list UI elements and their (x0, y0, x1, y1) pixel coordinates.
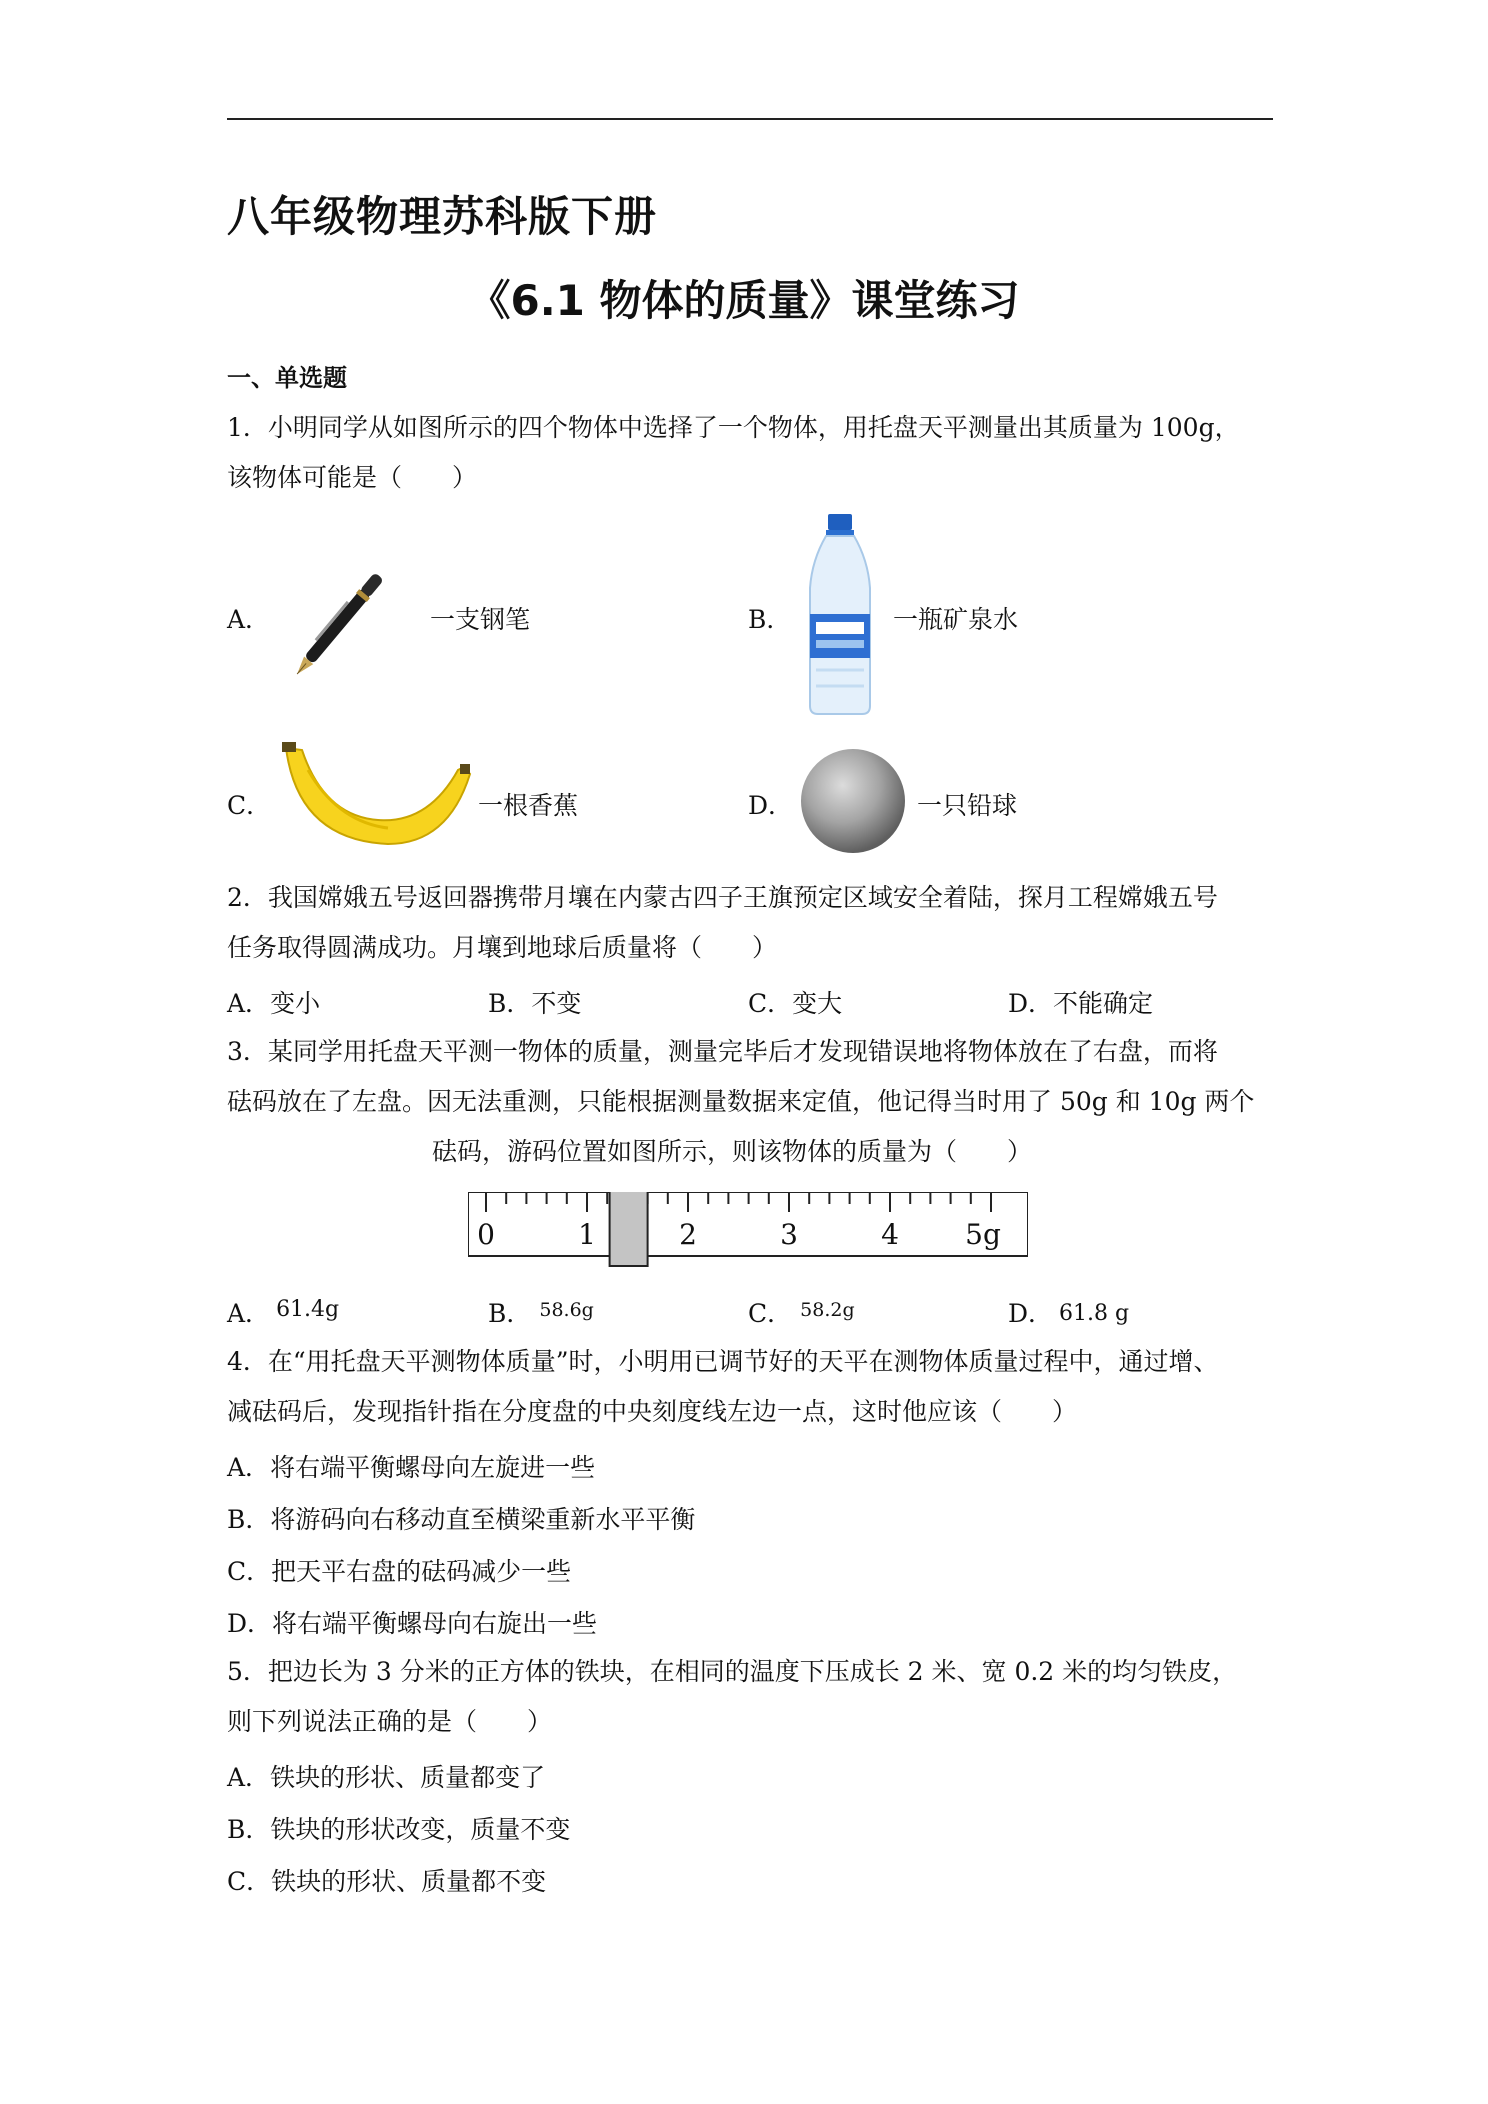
q4-line1: 4．在“用托盘天平测物体质量”时，小明用已调节好的天平在测物体质量过程中，通过增、 (227, 1347, 1219, 1376)
title-lesson: 《6.1 物体的质量》课堂练习 (468, 276, 1020, 325)
shot-put-icon (798, 746, 908, 856)
section-heading: 一、单选题 (227, 364, 347, 392)
q4-option-d: D．将右端平衡螺母向右旋出一些 (227, 1609, 598, 1638)
q2-line2: 任务取得圆满成功。月壤到地球后质量将（ ） (227, 933, 778, 962)
q2-option-b: B．不变 (488, 989, 582, 1018)
banana-icon (278, 740, 478, 860)
q4-option-a: A．将右端平衡螺母向左旋进一些 (227, 1453, 596, 1482)
q4-option-c: C．把天平右盘的砝码减少一些 (227, 1557, 572, 1586)
q1-option-c-caption: 一根香蕉 (478, 791, 579, 820)
rider-slider (610, 1192, 648, 1266)
q2-option-d: D．不能确定 (1008, 989, 1154, 1018)
q1-option-a-letter: A． (227, 605, 271, 634)
ruler-tick-label: 0 (477, 1218, 495, 1251)
q5-option-a: A．铁块的形状、质量都变了 (227, 1763, 546, 1792)
q4-option-b: B．将游码向右移动直至横梁重新水平平衡 (227, 1505, 696, 1534)
q5-line2: 则下列说法正确的是（ ） (227, 1707, 553, 1736)
ruler-tick-label: 2 (679, 1218, 697, 1251)
ruler-tick-label: 1 (578, 1218, 596, 1251)
water-bottle-icon (790, 510, 890, 720)
beam-scale-ruler (468, 1192, 1028, 1272)
pen-icon (278, 545, 418, 685)
q3-option-a: A． 61.4g (227, 1297, 340, 1328)
q1-line2: 该物体可能是（ ） (227, 463, 478, 492)
q3-line2: 砝码放在了左盘。因无法重测，只能根据测量数据来定值，他记得当时用了 50g 和 10g 两个 (227, 1087, 1255, 1116)
q1-option-d-caption: 一只铅球 (917, 791, 1018, 820)
q3-option-c: C． $^{58.2g}$ (748, 1299, 855, 1328)
q5-line1: 5．把边长为 3 分米的正方体的铁块，在相同的温度下压成长 2 米、宽 0.2 米的均匀铁皮， (227, 1657, 1238, 1686)
q2-line1: 2．我国嫦娥五号返回器携带月壤在内蒙古四子王旗预定区域安全着陆，探月工程嫦娥五号 (227, 883, 1218, 912)
q3-option-d: D． 61.8 g (1008, 1299, 1130, 1328)
title-grade: 八年级物理苏科版下册 (227, 192, 658, 241)
q1-option-b-letter: B． (748, 605, 792, 634)
q1-option-a-caption: 一支钢笔 (430, 605, 531, 634)
q2-option-a: A．变小 (227, 989, 321, 1018)
header-rule (227, 118, 1273, 120)
q1-option-c-letter: C． (227, 791, 272, 820)
q3-line3: 砝码，游码位置如图所示，则该物体的质量为（ ） (432, 1137, 1033, 1166)
q1-option-d-letter: D． (748, 791, 794, 820)
q3-line1: 3．某同学用托盘天平测一物体的质量，测量完毕后才发现错误地将物体放在了右盘，而将 (227, 1037, 1218, 1066)
q1-option-b-caption: 一瓶矿泉水 (893, 605, 1019, 634)
q5-option-c: C．铁块的形状、质量都不变 (227, 1867, 547, 1896)
q3-option-b: B． $^{58.6g}$ (488, 1299, 594, 1328)
q2-option-c: C．变大 (748, 989, 843, 1018)
q1-line1: 1．小明同学从如图所示的四个物体中选择了一个物体，用托盘天平测量出其质量为 100g， (227, 413, 1240, 442)
ruler-tick-label: 4 (881, 1218, 899, 1251)
q5-option-b: B．铁块的形状改变，质量不变 (227, 1815, 571, 1844)
ruler-tick-label: 5g (965, 1218, 1001, 1251)
ruler-tick-label: 3 (780, 1218, 798, 1251)
q4-line2: 减砝码后，发现指针指在分度盘的中央刻度线左边一点，这时他应该（ ） (227, 1397, 1078, 1426)
